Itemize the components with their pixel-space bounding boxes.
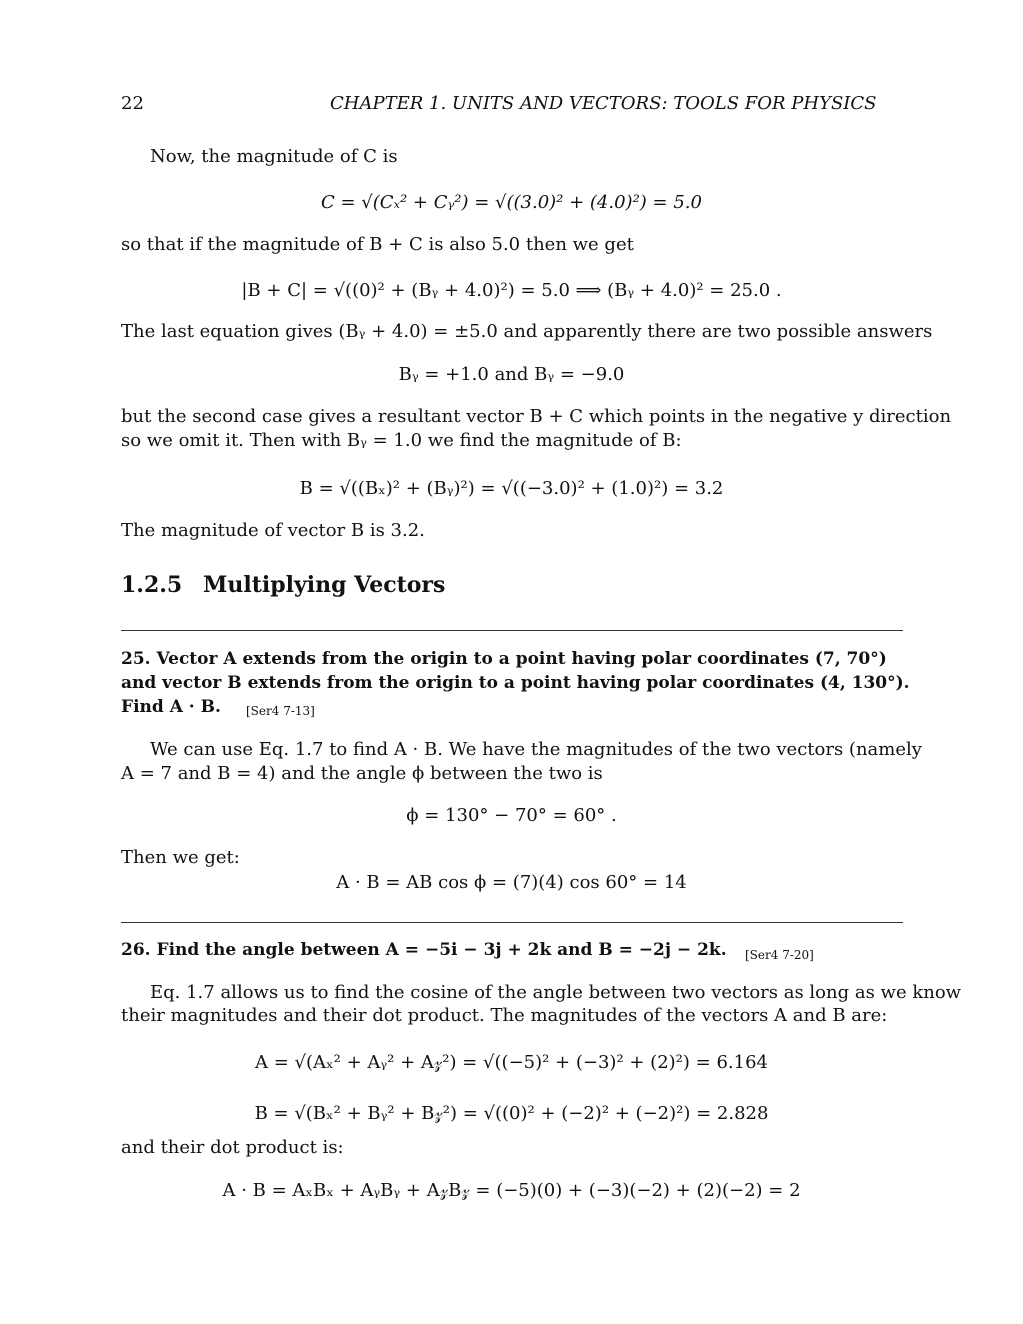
equation: |B + C| = √((0)² + (Bᵧ + 4.0)²) = 5.0 ⟹ (Bᵧ + 4.0)² = 25.0 . [241,280,782,301]
equation: ϕ = 130° − 70° = 60° . [406,805,617,826]
paragraph: The magnitude of vector B is 3.2. [121,520,425,541]
paragraph: and their dot product is: [121,1137,344,1158]
divider [121,630,903,631]
equation: A · B = AₓBₓ + AᵧBᵧ + A𝓏B𝓏 = (−5)(0) + (−3)(−2) + (2)(−2) = 2 [222,1180,801,1201]
equation: B = √(Bₓ² + Bᵧ² + B𝓏²) = √((0)² + (−2)² + (−2)²) = 2.828 [254,1103,769,1124]
section-number: 1.2.5 [121,572,183,598]
paragraph: Eq. 1.7 allows us to find the cosine of the angle between two vectors as long as we know [150,982,962,1003]
divider [121,922,903,923]
problem-reference: [Ser4 7-20] [745,948,814,962]
problem-statement: and vector B extends from the origin to a point having polar coordinates (4, 130°). [121,673,910,693]
equation: B = √((Bₓ)² + (Bᵧ)²) = √((−3.0)² + (1.0)²) = 3.2 [299,478,724,499]
equation: C = √(Cₓ² + Cᵧ²) = √((3.0)² + (4.0)²) = 5.0 [321,192,702,213]
equation: Bᵧ = +1.0 and Bᵧ = −9.0 [398,364,625,385]
equation: A · B = AB cos ϕ = (7)(4) cos 60° = 14 [336,872,687,893]
problem-statement: 25. Vector A extends from the origin to a point having polar coordinates (7, 70°) [121,649,887,669]
section-title: Multiplying Vectors [203,572,446,598]
paragraph: Now, the magnitude of C is [150,146,398,167]
paragraph: but the second case gives a resultant vector B + C which points in the negative y direction [121,406,952,427]
paragraph: their magnitudes and their dot product. The magnitudes of the vectors A and B are: [121,1005,888,1026]
paragraph: so that if the magnitude of B + C is also 5.0 then we get [121,234,634,255]
problem-statement: 26. Find the angle between A = −5i − 3j + 2k and B = −2j − 2k. [121,940,727,960]
paragraph: so we omit it. Then with Bᵧ = 1.0 we find the magnitude of B: [121,430,682,451]
paragraph: We can use Eq. 1.7 to find A · B. We have the magnitudes of the two vectors (namely [150,739,922,760]
problem-reference: [Ser4 7-13] [246,704,315,718]
problem-statement: Find A · B. [121,697,221,717]
equation: A = √(Aₓ² + Aᵧ² + A𝓏²) = √((−5)² + (−3)² + (2)²) = 6.164 [255,1052,768,1073]
chapter-header: CHAPTER 1. UNITS AND VECTORS: TOOLS FOR PHYSICS [330,93,877,114]
page-number: 22 [121,93,144,114]
paragraph: The last equation gives (Bᵧ + 4.0) = ±5.0 and apparently there are two possible answers [121,321,933,342]
paragraph: Then we get: [121,847,240,868]
paragraph: A = 7 and B = 4) and the angle ϕ between the two is [121,763,603,784]
